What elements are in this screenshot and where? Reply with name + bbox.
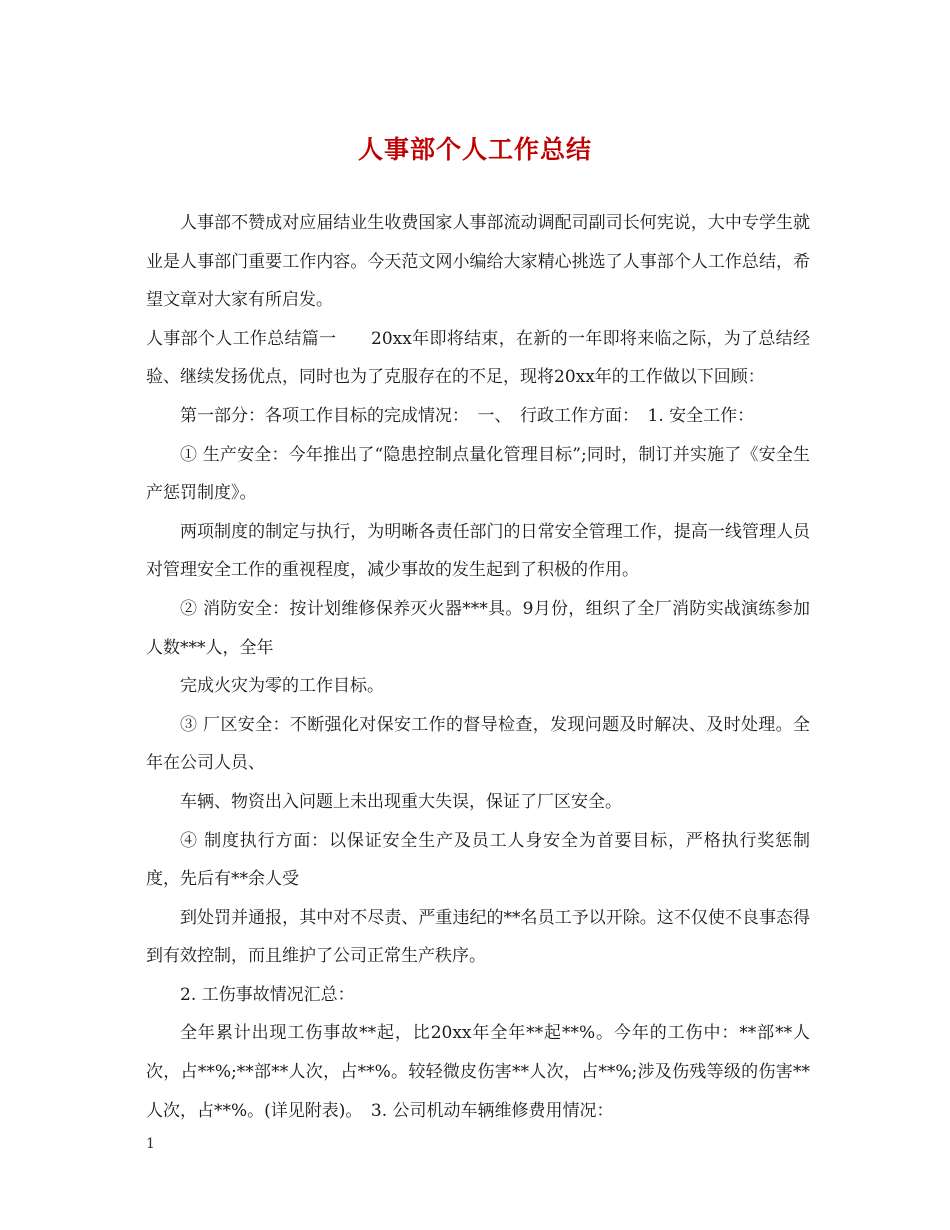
paragraph: 车辆、物资出入问题上未出现重大失误，保证了厂区安全。 — [180, 791, 622, 812]
paragraph: 两项制度的制定与执行，为明晰各责任部门的日常安全管理工作，提高一线管理人员对管理安全工作的重视程度，减少事故的发生起到了积极的作用。 — [146, 521, 810, 581]
paragraph: 全年累计出现工伤事故**起，比20xx年全年**起**%。今年的工伤中：**部**人次，占**%;**部**人次，占**%。较轻微皮伤害**人次，占**%;涉及伤残等级的伤害**人次，占**%。(详见附表)。 3. 公司机动车辆维修费用情况： — [146, 1023, 810, 1121]
paragraph: 到处罚并通报，其中对不尽责、严重违纪的**名员工予以开除。这不仅使不良事态得到有效控制，而且维护了公司正常生产秩序。 — [146, 907, 810, 967]
page-title: 人事部个人工作总结 — [357, 135, 592, 164]
page-number: 1 — [146, 1136, 155, 1152]
paragraph: ④ 制度执行方面：以保证安全生产及员工人身安全为首要目标，严格执行奖惩制度，先后有**余人受 — [146, 830, 810, 890]
paragraph: 第一部分：各项工作目标的完成情况： 一、 行政工作方面： 1. 安全工作： — [180, 405, 755, 426]
paragraph: 2. 工伤事故情况汇总： — [180, 984, 355, 1005]
paragraph: ③ 厂区安全：不断强化对保安工作的督导检查，发现问题及时解决、及时处理。全年在公司人员、 — [146, 714, 810, 774]
paragraph: 完成火灾为零的工作目标。 — [180, 676, 384, 697]
paragraph: 人事部不赞成对应届结业生收费国家人事部流动调配司副司长何宪说，大中专学生就业是人事部门重要工作内容。今天范文网小编给大家精心挑选了人事部个人工作总结，希望文章对大家有所启发。 — [146, 213, 810, 311]
document-body — [146, 204, 810, 1130]
paragraph: ① 生产安全：今年推出了“隐患控制点量化管理目标”;同时，制订并实施了《安全生产惩罚制度》。 — [146, 444, 810, 504]
paragraph: 人事部个人工作总结篇一 20xx年即将结束，在新的一年即将来临之际，为了总结经验、继续发扬优点，同时也为了克服存在的不足，现将20xx年的工作做以下回顾： — [146, 328, 810, 388]
paragraph: ② 消防安全：按计划维修保养灭火器***具。9月份，组织了全厂消防实战演练参加人数***人，全年 — [146, 598, 810, 658]
